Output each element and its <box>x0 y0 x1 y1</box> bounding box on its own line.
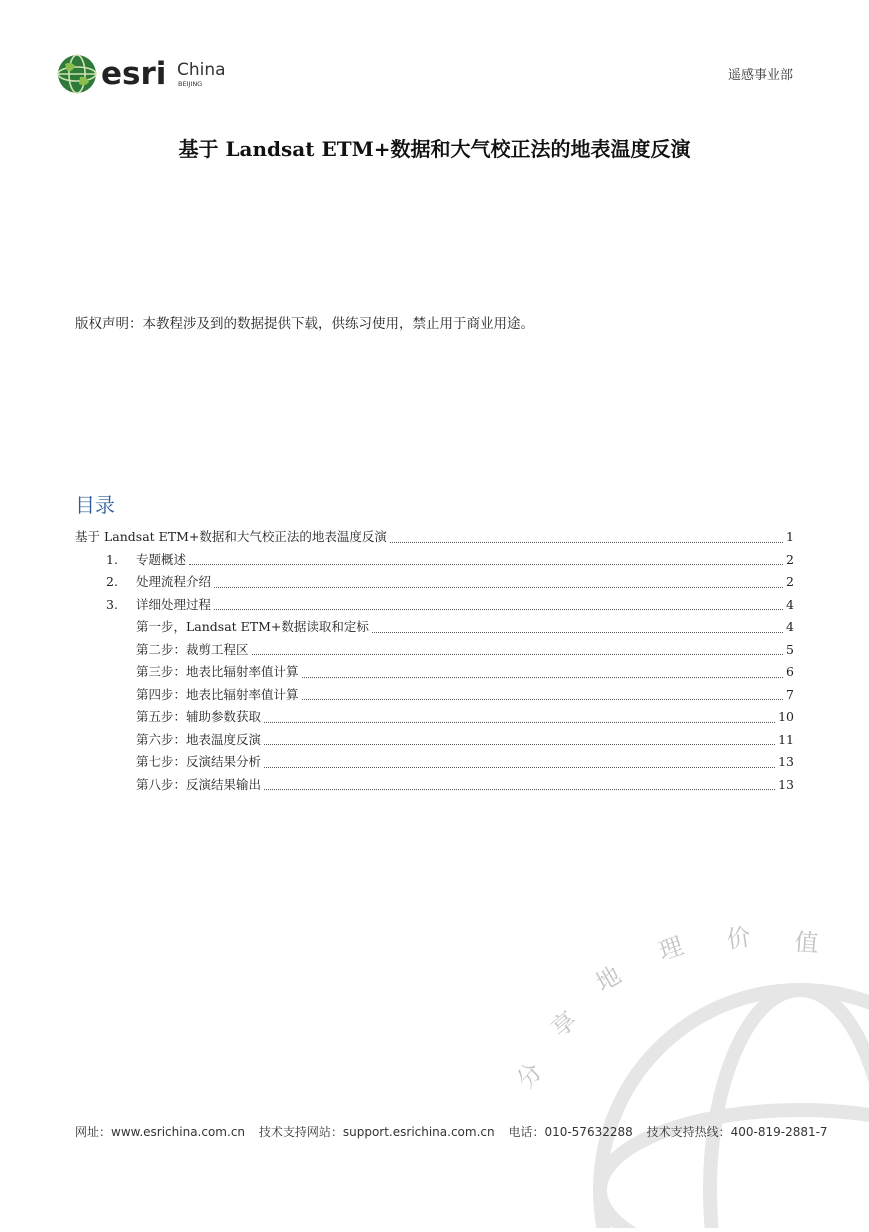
toc-entry-page: 4 <box>786 619 794 634</box>
toc-entry[interactable] <box>75 594 794 617</box>
toc-entry-title: 基于 Landsat ETM+数据和大气校正法的地表温度反演 <box>75 529 387 544</box>
toc-entry-number: 2. <box>106 574 118 589</box>
watermark-char: 享 <box>545 1005 583 1043</box>
footer-support-site: 技术支持网站：support.esrichina.com.cn <box>258 1125 495 1139</box>
toc-leader-dots <box>372 632 783 633</box>
toc-leader-dots <box>214 587 783 588</box>
toc-entry-title: 第一步，Landsat ETM+数据读取和定标 <box>136 619 369 634</box>
watermark-char: 理 <box>655 931 687 966</box>
toc-entry[interactable] <box>75 706 794 729</box>
toc-entry-page: 6 <box>786 664 794 679</box>
toc-entry-page: 7 <box>786 686 794 702</box>
toc-entry-title: 第二步：裁剪工程区 <box>136 641 249 657</box>
watermark <box>500 900 869 1228</box>
globe-icon <box>58 55 96 93</box>
watermark-char: 地 <box>591 960 626 998</box>
toc-leader-dots <box>390 542 783 543</box>
logo-wordmark: esri <box>101 56 167 92</box>
toc-entry[interactable] <box>75 729 794 752</box>
watermark-char: 值 <box>793 928 820 958</box>
toc-heading: 目录 <box>75 493 115 517</box>
toc-entry[interactable] <box>75 639 794 662</box>
toc-entry-page: 13 <box>778 754 794 769</box>
toc-entry-page: 2 <box>786 574 794 589</box>
toc-entry-page: 11 <box>778 731 794 747</box>
toc-leader-dots <box>252 654 784 655</box>
toc-leader-dots <box>264 789 775 790</box>
toc-entry[interactable] <box>75 526 794 549</box>
toc-entry-page: 4 <box>786 596 794 612</box>
toc-leader-dots <box>302 699 784 700</box>
toc-entry-title: 第八步：反演结果输出 <box>136 776 262 792</box>
toc-entry-title: 第七步：反演结果分析 <box>136 754 262 769</box>
toc-entry-number: 3. <box>106 596 118 612</box>
toc-leader-dots <box>214 609 783 610</box>
footer-phone: 电话：010-57632288 <box>508 1125 633 1139</box>
table-of-contents <box>75 526 794 796</box>
toc-entry-title: 第六步：地表温度反演 <box>136 731 262 747</box>
footer-hotline: 技术支持热线：400-819-2881-7 <box>646 1125 828 1139</box>
watermark-globe-icon <box>600 990 869 1228</box>
department-label: 遥感事业部 <box>727 68 793 83</box>
toc-entry[interactable] <box>75 571 794 594</box>
toc-entry[interactable] <box>75 774 794 797</box>
toc-entry-title: 专题概述 <box>136 551 187 567</box>
toc-entry[interactable] <box>75 616 794 639</box>
toc-entry[interactable] <box>75 684 794 707</box>
toc-entry-title: 详细处理过程 <box>136 596 212 612</box>
footer-website: 网址：www.esrichina.com.cn <box>75 1125 246 1139</box>
toc-entry-number: 1. <box>106 551 118 567</box>
toc-leader-dots <box>264 744 775 745</box>
toc-leader-dots <box>264 767 775 768</box>
toc-entry[interactable] <box>75 661 794 684</box>
toc-entry-page: 10 <box>778 709 794 724</box>
logo-beijing: BEIJING <box>178 80 203 88</box>
logo-china: China <box>177 60 226 80</box>
toc-entry-title: 第四步：地表比辐射率值计算 <box>136 686 299 702</box>
document-title: 基于 Landsat ETM+数据和大气校正法的地表温度反演 <box>178 137 691 161</box>
footer <box>75 1123 838 1140</box>
toc-entry[interactable] <box>75 751 794 774</box>
watermark-char: 分 <box>511 1057 549 1094</box>
esri-china-logo <box>55 52 255 98</box>
toc-entry-title: 处理流程介绍 <box>136 574 212 589</box>
toc-leader-dots <box>189 564 783 565</box>
toc-entry-title: 第五步：辅助参数获取 <box>136 709 262 724</box>
toc-leader-dots <box>264 722 775 723</box>
toc-leader-dots <box>302 677 784 678</box>
toc-entry-page: 13 <box>778 776 794 792</box>
toc-entry-title: 第三步：地表比辐射率值计算 <box>136 664 299 679</box>
copyright-notice: 版权声明：本教程涉及到的数据提供下载，供练习使用，禁止用于商业用途。 <box>75 316 534 332</box>
toc-entry-page: 5 <box>786 641 794 657</box>
watermark-char: 价 <box>724 922 753 954</box>
toc-entry[interactable] <box>75 549 794 572</box>
toc-entry-page: 2 <box>786 551 794 567</box>
toc-entry-page: 1 <box>786 529 794 544</box>
